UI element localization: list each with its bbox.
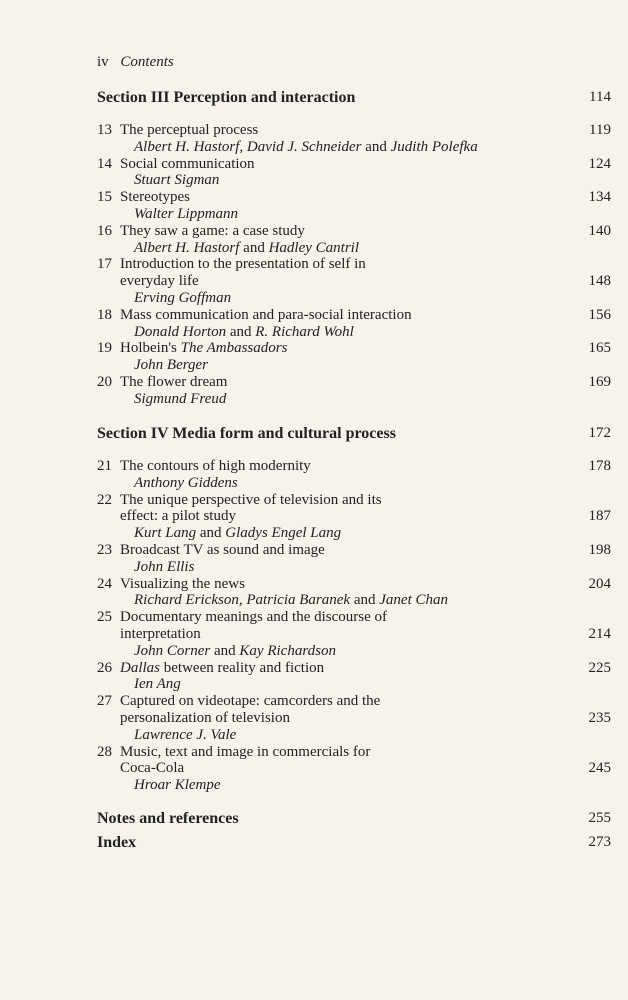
toc-entry bbox=[97, 189, 611, 223]
entry-title-continued bbox=[97, 760, 611, 777]
entry-author: Ien Ang bbox=[134, 676, 181, 693]
entry-title bbox=[97, 223, 611, 240]
entry-page-number: 235 bbox=[588, 709, 611, 726]
entry-title-text: Mass communication and para-social interaction bbox=[120, 306, 412, 323]
section-page-number: 172 bbox=[588, 425, 611, 441]
entry-number: 13 bbox=[97, 122, 112, 138]
entry-title bbox=[97, 492, 611, 509]
toc-entry bbox=[97, 256, 611, 306]
section-page-number: 114 bbox=[589, 89, 611, 105]
entry-title-text: Stereotypes bbox=[120, 189, 190, 206]
entry-number: 20 bbox=[97, 374, 112, 390]
entry-page-number: 169 bbox=[588, 374, 611, 390]
entry-title-text: Coca-Cola bbox=[120, 760, 185, 777]
entry-page-number: 165 bbox=[588, 340, 611, 357]
entry-author: Walter Lippmann bbox=[134, 205, 239, 222]
running-title: Contents bbox=[120, 54, 174, 70]
toc-entry bbox=[97, 374, 611, 408]
entry-title bbox=[97, 660, 611, 677]
entry-author: Anthony Giddens bbox=[134, 474, 238, 491]
entry-author: Donald Horton and R. Richard Wohl bbox=[134, 323, 354, 340]
entry-page-number: 134 bbox=[588, 189, 611, 206]
entry-author: Richard Erickson, Patricia Baranek and Janet Chan bbox=[134, 592, 448, 609]
entry-author: John Corner and Kay Richardson bbox=[134, 642, 336, 659]
entry-title-text: Introduction to the presentation of self in bbox=[120, 256, 366, 273]
endmatter-label: Notes and references bbox=[97, 810, 239, 827]
entry-number: 14 bbox=[97, 155, 112, 172]
entry-page-number: 198 bbox=[588, 542, 611, 558]
toc-entry bbox=[97, 458, 611, 492]
entry-number: 15 bbox=[97, 189, 112, 206]
entry-page-number: 245 bbox=[588, 760, 611, 777]
toc-entry bbox=[97, 576, 611, 610]
entry-title-text: Music, text and image in commercials for bbox=[120, 743, 371, 760]
entry-title-text: The flower dream bbox=[120, 374, 228, 390]
entry-title-text: everyday life bbox=[120, 273, 199, 290]
entry-number: 24 bbox=[97, 575, 112, 592]
entry-number: 28 bbox=[97, 743, 112, 760]
entry-title bbox=[97, 189, 611, 206]
section-title: Section IV Media form and cultural process bbox=[97, 425, 396, 442]
entry-title bbox=[97, 122, 611, 139]
endmatter-label: Index bbox=[97, 834, 137, 851]
entry-title bbox=[97, 576, 611, 593]
entry-number: 19 bbox=[97, 340, 112, 357]
entry-title-text: personalization of television bbox=[120, 709, 290, 726]
toc-entry bbox=[97, 492, 611, 542]
entry-title-text: Documentary meanings and the discourse of bbox=[120, 609, 388, 626]
entry-title-text: Social communication bbox=[120, 155, 255, 172]
entry-title bbox=[97, 340, 611, 357]
entry-title-text: The unique perspective of television and its bbox=[120, 491, 382, 508]
toc-entry bbox=[97, 122, 611, 156]
endmatter-entry bbox=[97, 834, 611, 852]
entry-title bbox=[97, 693, 611, 710]
entry-author: Erving Goffman bbox=[134, 289, 232, 306]
entry-page-number: 119 bbox=[589, 122, 611, 138]
entry-author: Albert H. Hastorf, David J. Schneider and Judith Polefka bbox=[134, 138, 478, 155]
endmatter-entry bbox=[97, 810, 611, 828]
entry-title bbox=[97, 374, 611, 391]
toc-entry bbox=[97, 693, 611, 743]
entry-title-continued bbox=[97, 710, 611, 727]
entry-number: 17 bbox=[97, 256, 112, 273]
entry-number: 26 bbox=[97, 659, 112, 676]
entry-author: Sigmund Freud bbox=[134, 390, 227, 407]
entry-page-number: 225 bbox=[588, 659, 611, 676]
entry-title bbox=[97, 458, 611, 475]
entry-title-continued bbox=[97, 626, 611, 643]
toc-entry bbox=[97, 609, 611, 659]
entry-title-text: effect: a pilot study bbox=[120, 508, 236, 525]
entry-title bbox=[97, 609, 611, 626]
entry-number: 23 bbox=[97, 542, 112, 558]
entry-title bbox=[97, 542, 611, 559]
page-folio: iv bbox=[97, 54, 109, 70]
entry-author: Stuart Sigman bbox=[134, 172, 220, 189]
toc-entry bbox=[97, 307, 611, 341]
entry-author: Lawrence J. Vale bbox=[134, 726, 237, 743]
entry-title-continued bbox=[97, 508, 611, 525]
toc-entry bbox=[97, 340, 611, 374]
endmatter-page-number: 255 bbox=[588, 810, 611, 826]
entry-title-text: The contours of high modernity bbox=[120, 458, 311, 474]
toc-entry bbox=[97, 542, 611, 576]
section-heading bbox=[97, 89, 611, 107]
entry-title-text: The perceptual process bbox=[120, 122, 259, 138]
running-head bbox=[97, 54, 174, 71]
entry-number: 16 bbox=[97, 222, 112, 239]
entry-page-number: 148 bbox=[588, 273, 611, 290]
entry-author: Hroar Klempe bbox=[134, 777, 221, 794]
entry-author: John Ellis bbox=[134, 558, 195, 575]
entry-page-number: 214 bbox=[588, 625, 611, 642]
entry-author: Albert H. Hastorf and Hadley Cantril bbox=[134, 239, 360, 256]
section-title: Section III Perception and interaction bbox=[97, 89, 356, 106]
entry-number: 21 bbox=[97, 458, 112, 474]
entry-title-text: interpretation bbox=[120, 625, 201, 642]
toc-entry bbox=[97, 156, 611, 190]
entry-page-number: 187 bbox=[588, 508, 611, 525]
entry-title-text: They saw a game: a case study bbox=[120, 222, 305, 239]
entry-title bbox=[97, 307, 611, 324]
entry-title-text: Dallas between reality and fiction bbox=[120, 659, 325, 676]
toc-entry bbox=[97, 660, 611, 694]
entry-number: 25 bbox=[97, 609, 112, 626]
entry-title-text: Holbein's The Ambassadors bbox=[120, 340, 288, 357]
section-heading bbox=[97, 425, 611, 443]
entry-title-text: Broadcast TV as sound and image bbox=[120, 542, 325, 558]
entry-title bbox=[97, 256, 611, 273]
entry-number: 22 bbox=[97, 491, 112, 508]
entry-page-number: 124 bbox=[588, 155, 611, 172]
toc-entry bbox=[97, 223, 611, 257]
endmatter-page-number: 273 bbox=[588, 834, 611, 850]
entry-page-number: 204 bbox=[588, 575, 611, 592]
entry-title bbox=[97, 744, 611, 761]
entry-title-text: Captured on videotape: camcorders and the bbox=[120, 693, 381, 710]
entry-title-continued bbox=[97, 273, 611, 290]
entry-page-number: 156 bbox=[588, 306, 611, 323]
entry-number: 18 bbox=[97, 306, 112, 323]
entry-number: 27 bbox=[97, 693, 112, 710]
entry-author: John Berger bbox=[134, 357, 209, 374]
entry-page-number: 140 bbox=[588, 222, 611, 239]
entry-title bbox=[97, 156, 611, 173]
entry-author: Kurt Lang and Gladys Engel Lang bbox=[134, 525, 342, 542]
entry-title-text: Visualizing the news bbox=[120, 575, 245, 592]
toc-entry bbox=[97, 744, 611, 794]
entry-page-number: 178 bbox=[588, 458, 611, 474]
